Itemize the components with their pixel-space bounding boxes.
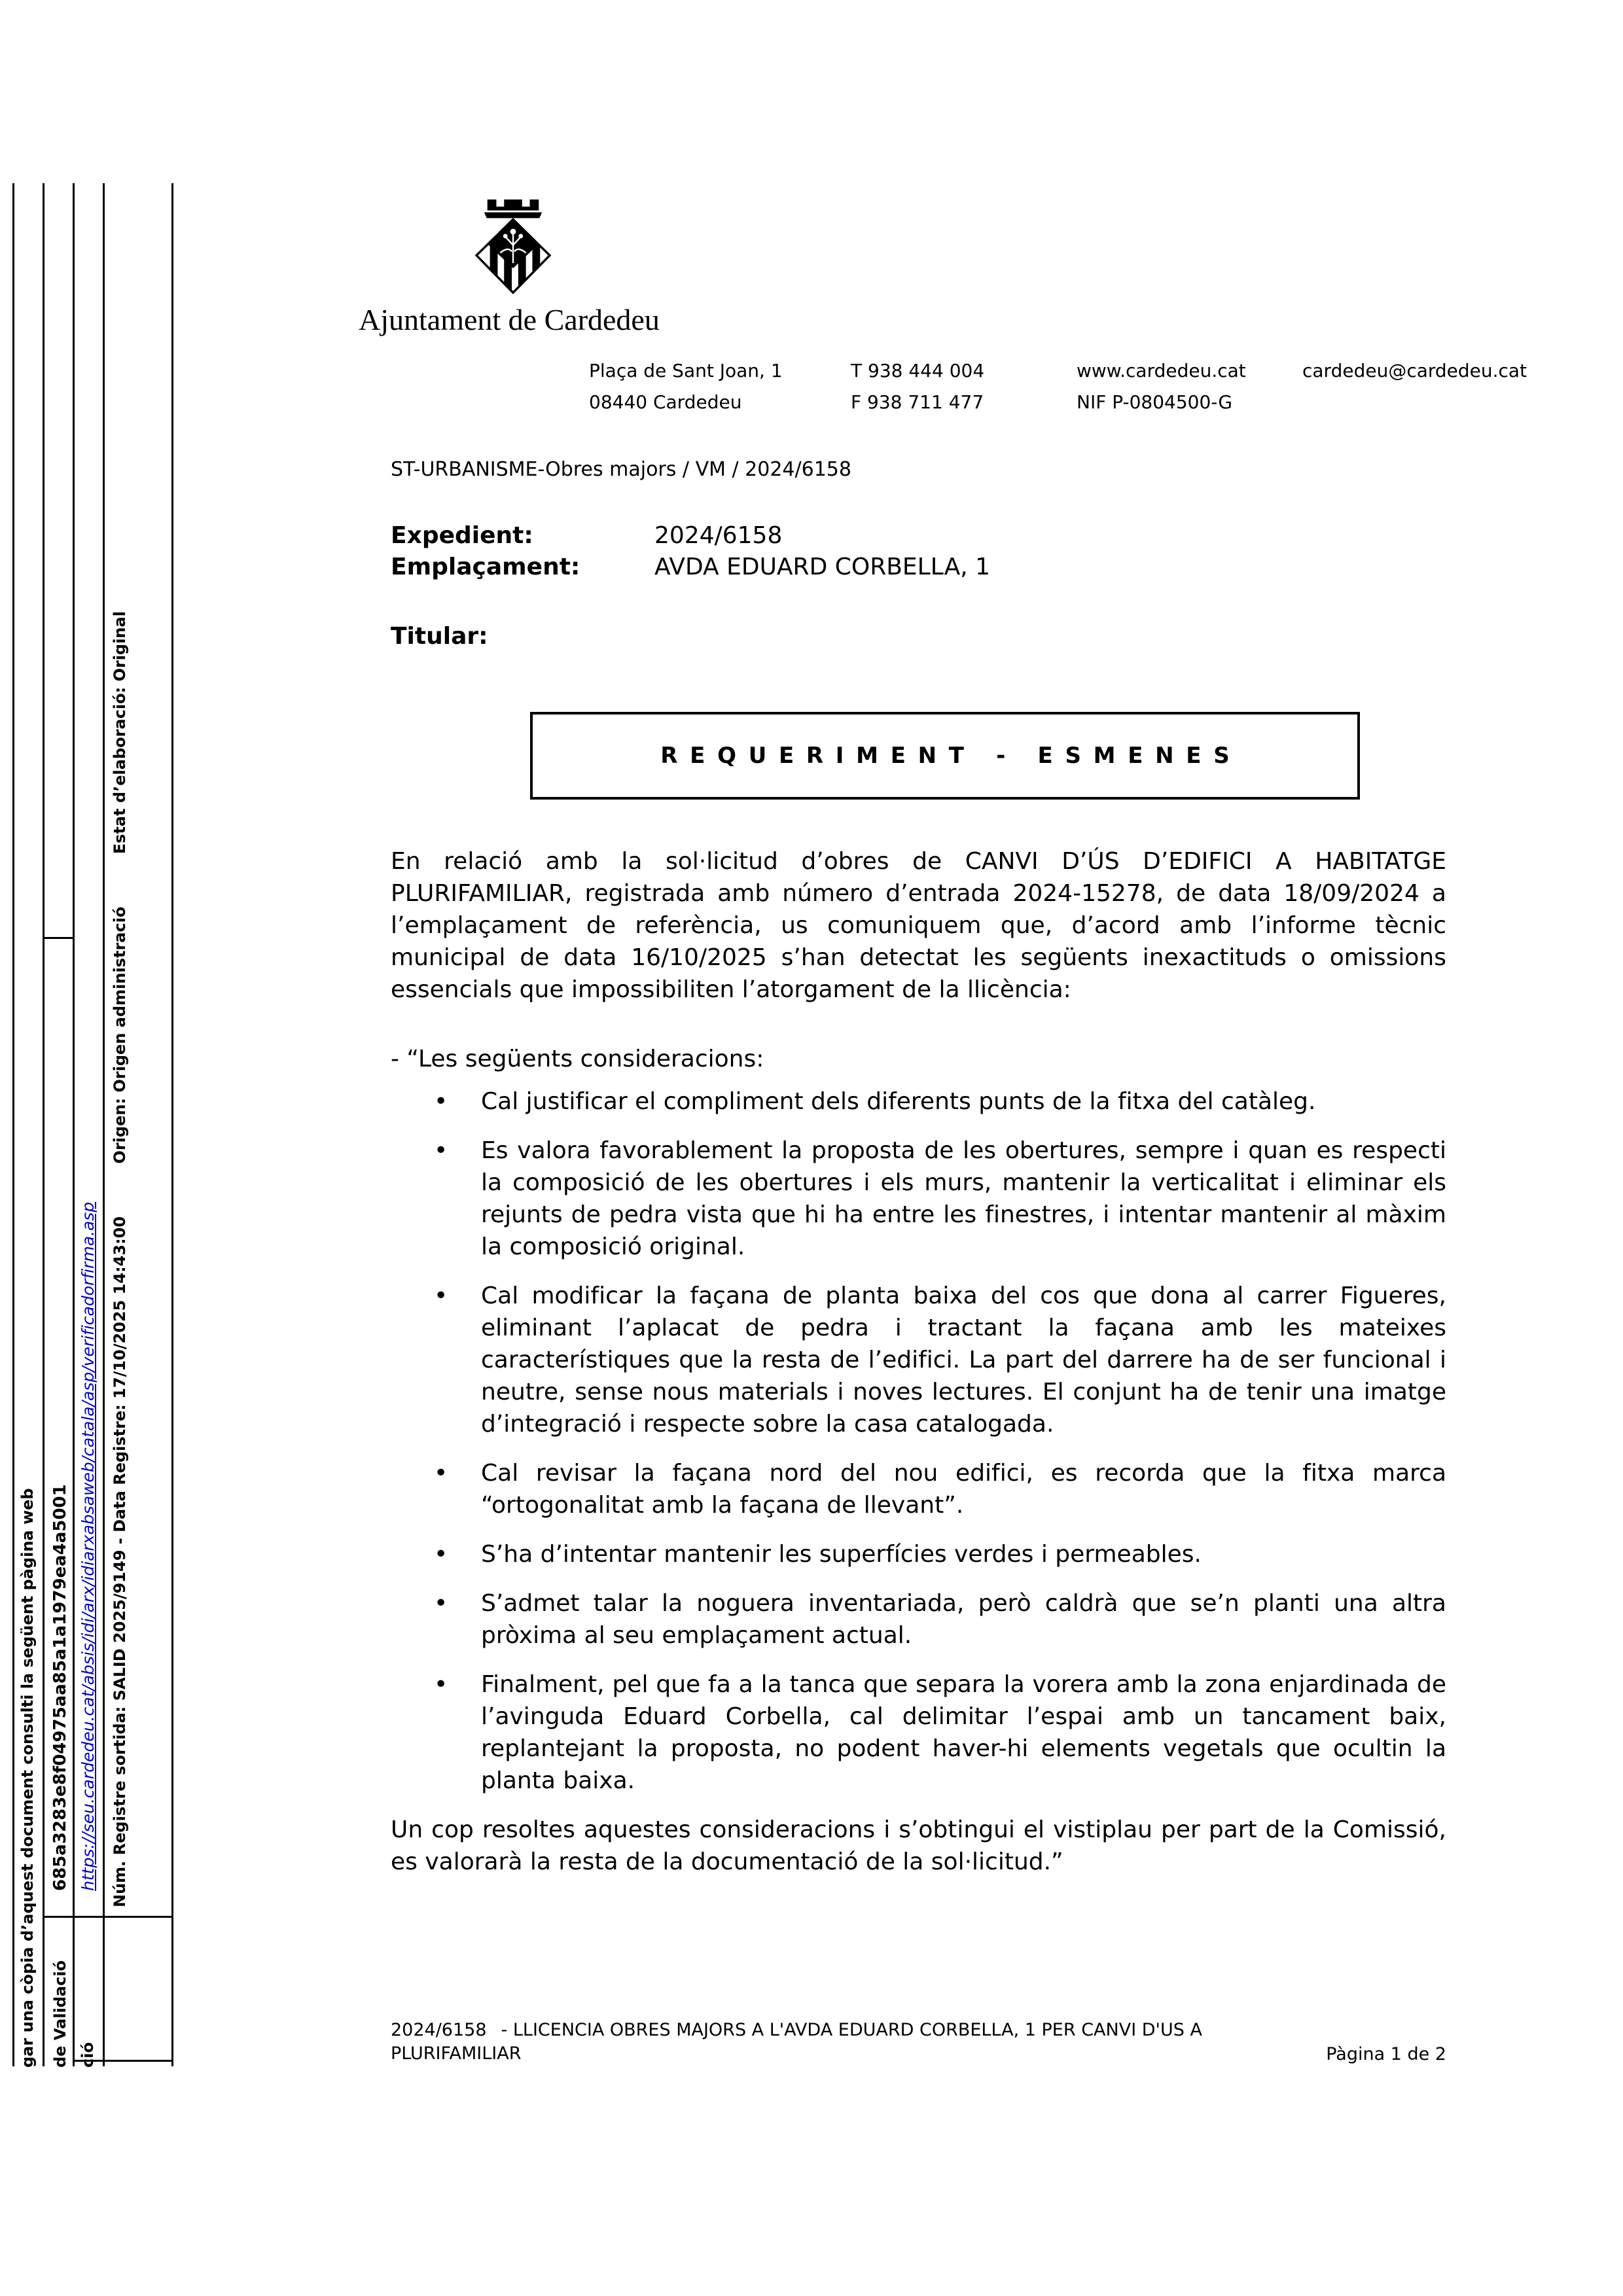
sidebar-validation-code-label: de Validació xyxy=(51,1960,69,2068)
emplacament-label: Emplaçament: xyxy=(391,554,580,580)
list-item: • Cal justificar el compliment dels diferents punts de la fitxa del catàleg. xyxy=(481,1086,1446,1118)
org-website: www.cardedeu.cat xyxy=(1077,360,1246,381)
org-nif: NIF P-0804500-G xyxy=(1077,391,1233,413)
emplacament-row xyxy=(391,553,990,582)
sidebar-border-5 xyxy=(171,183,173,2066)
titular-label: Titular: xyxy=(391,623,488,650)
intro-paragraph: En relació amb la sol·licitud d’obres de CANVI D’ÚS D’EDIFICI A HABITATGE PLURIFAMILIAR, registrada amb número d’entrada 2024-15278, de data 18/09/2024 a l’emplaçament de referència, us comuniquem que, d’acord amb l’informe tècnic municipal de data 16/10/2025 s’han detectat les següents inexactituds o omissions essencials que impossibiliten l’atorgament de la llicència: xyxy=(391,848,1446,1003)
list-item: • Cal revisar la façana nord del nou edifici, es recorda que la fitxa marca “ortogonalitat amb la façana de llevant”. xyxy=(481,1457,1446,1521)
list-item: • S’ha d’intentar mantenir les superfícies verdes i permeables. xyxy=(481,1538,1446,1570)
sidebar-download-notice: gar una còpia d’aquest document consulti la següent pàgina web xyxy=(18,1488,37,2068)
cardedeu-coat-of-arms-icon xyxy=(473,196,554,302)
org-fax: F 938 711 477 xyxy=(851,391,984,413)
sidebar-metadata xyxy=(110,611,130,1907)
org-address-line2: 08440 Cardedeu xyxy=(589,391,742,413)
expedient-value: 2024/6158 xyxy=(654,522,783,549)
list-item: • Es valora favorablement la proposta de les obertures, sempre i quan es respecti la composició de les obertures i els murs, mantenir la verticalitat i eliminar els rejunts de pedra vista que hi ha entre les finestres, i intentar mantenir al màxim la composició original. xyxy=(481,1135,1446,1263)
sidebar-border-2 xyxy=(43,183,45,2066)
list-item: • S’admet talar la noguera inventariada, però caldrà que se’n planti una altra pròxima al seu emplaçament actual. xyxy=(481,1587,1446,1651)
sidebar-border-1 xyxy=(12,183,14,2066)
sidebar-cell-border xyxy=(43,937,73,939)
sidebar-validation-code: 685a3283e8f04975aa85a1a1979ea4a5001 xyxy=(50,1484,70,1891)
reference-line: ST-URBANISME-Obres majors / VM / 2024/6158 xyxy=(391,458,851,481)
closing-paragraph: Un cop resoltes aquestes consideracions i s’obtingui el vistiplau per part de la Comissió, es valorarà la resta de la documentació de la sol·licitud.” xyxy=(391,1816,1446,1875)
page-number: Pàgina 1 de 2 xyxy=(1326,2044,1446,2064)
org-name: Ajuntament de Cardedeu xyxy=(359,303,660,336)
notice-box-title: REQUERIMENT - ESMENES xyxy=(660,743,1242,769)
footer-case-description xyxy=(391,2019,1287,2066)
expedient-label: Expedient: xyxy=(391,522,533,549)
emplacament-value: AVDA EDUARD CORBELLA, 1 xyxy=(654,554,991,580)
sidebar-url-label: ció xyxy=(79,2042,97,2068)
requeriment-esmenes-box xyxy=(530,712,1360,800)
org-email: cardedeu@cardedeu.cat xyxy=(1302,360,1527,381)
list-item: • Finalment, pel que fa a la tanca que separa la vorera amb la zona enjardinada de l’avinguda Eduard Corbella, cal delimitar l’espai amb un tancament baix, replantejant la proposta, no podent haver-hi elements vegetals que ocultin la planta baixa. xyxy=(481,1669,1446,1797)
metadata-registre-sortida: Núm. Registre sortida: SALID 2025/9149 - Data Registre: 17/10/2025 14:43:00 xyxy=(111,1216,129,1907)
letter-body xyxy=(391,845,1446,1878)
footer-description: - LLICENCIA OBRES MAJORS A L'AVDA EDUARD CORBELLA, 1 PER CANVI D'US A PLURIFAMILIAR xyxy=(391,2020,1202,2064)
considerations-list xyxy=(391,1086,1446,1797)
sidebar-cell-border xyxy=(43,1916,172,1918)
org-address-line1: Plaça de Sant Joan, 1 xyxy=(589,360,783,381)
list-item: • Cal modificar la façana de planta baixa del cos que dona al carrer Figueres, eliminant l’aplacat de pedra i tractant la façana amb les mateixes característiques que la resta de l’edifici. La part del darrere ha de ser funcional i neutre, sense nous materials i noves lectures. El conjunt ha de tenir una imatge d’integració i respecte sobre la casa catalogada. xyxy=(481,1280,1446,1440)
sidebar-border-3 xyxy=(73,183,75,2066)
org-phone: T 938 444 004 xyxy=(851,360,985,381)
metadata-origen: Origen: Origen administració xyxy=(111,906,129,1164)
metadata-estat: Estat d’elaboració: Original xyxy=(111,611,129,855)
footer-case-number: 2024/6158 xyxy=(391,2020,487,2040)
considerations-intro: - “Les següents consideracions: xyxy=(391,1046,764,1072)
sidebar-border-4 xyxy=(103,183,105,2066)
expedient-row xyxy=(391,521,782,550)
validation-url-link[interactable]: https://seu.cardedeu.cat/absis/idi/arx/idiarxabsaweb/catala/asp/verificadorfirma.asp xyxy=(79,1201,98,1891)
